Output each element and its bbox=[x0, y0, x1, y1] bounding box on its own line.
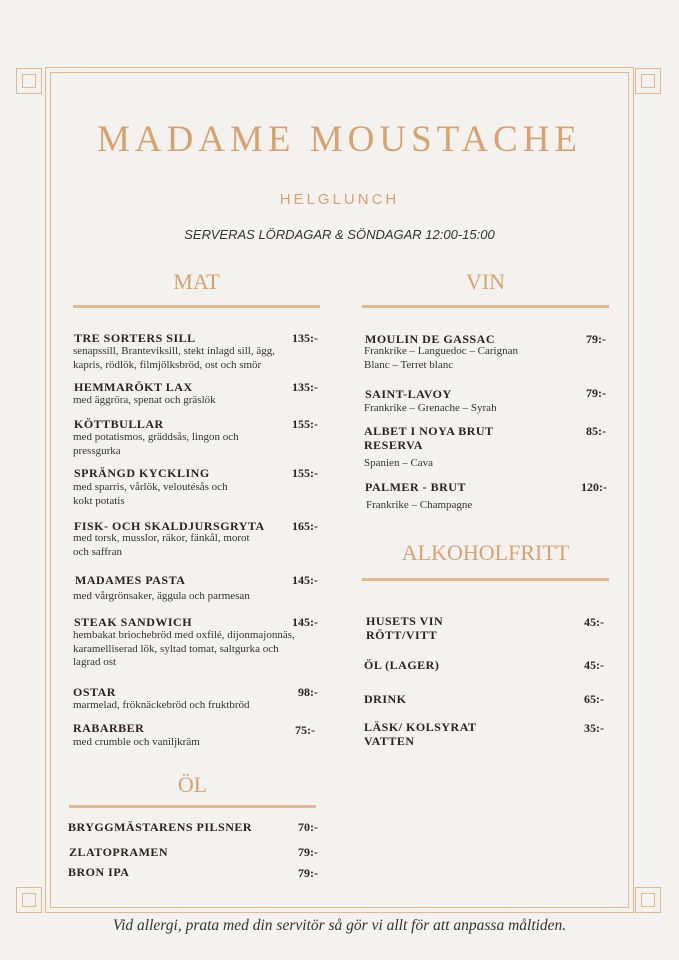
menu-item-name: ÖL (LAGER) bbox=[364, 658, 440, 672]
menu-item-price: 79:- bbox=[298, 845, 318, 859]
menu-item-price: 85:- bbox=[586, 424, 606, 438]
section-rule-alkoholfritt bbox=[362, 578, 609, 581]
menu-item-price: 79:- bbox=[298, 866, 318, 880]
menu-item-name: STEAK SANDWICH bbox=[74, 615, 193, 629]
menu-item-price: 155:- bbox=[292, 466, 318, 480]
menu-item-description: marmelad, fröknäckebröd och fruktbröd bbox=[73, 699, 250, 711]
menu-item-price: 135:- bbox=[292, 331, 318, 345]
menu-item-description: Frankrike – Languedoc – Carignan Blanc – Terret blanc bbox=[364, 345, 518, 371]
section-heading-ol: ÖL bbox=[177, 772, 208, 797]
restaurant-title: MADAME MOUSTACHE bbox=[96, 119, 583, 160]
menu-item-price: 145:- bbox=[292, 573, 318, 587]
menu-item-description: med äggröra, spenat och gräslök bbox=[73, 394, 216, 406]
menu-item-name: PALMER - BRUT bbox=[365, 480, 466, 494]
menu-item-price: 79:- bbox=[586, 332, 606, 346]
menu-item-name: ALBET I NOYA BRUT RESERVA bbox=[364, 424, 494, 452]
menu-item-name: RABARBER bbox=[73, 721, 145, 735]
menu-item-name: MOULIN DE GASSAC bbox=[365, 332, 496, 346]
menu-item-description: senapssill, Branteviksill, stekt inlagd sill, ägg, kapris, rödlök, filmjölksbröd, ost och smör bbox=[73, 345, 275, 371]
menu-item-price: 165:- bbox=[292, 519, 318, 533]
menu-item-name: LÄSK/ KOLSYRAT VATTEN bbox=[364, 720, 477, 748]
allergy-note: Vid allergi, prata med din servitör så gör vi allt för att anpassa måltiden. bbox=[112, 917, 567, 934]
menu-item-name: TRE SORTERS SILL bbox=[74, 331, 196, 345]
menu-item-price: 70:- bbox=[298, 820, 318, 834]
section-heading-alkoholfritt: ALKOHOLFRITT bbox=[401, 540, 570, 565]
section-heading-vin: VIN bbox=[465, 269, 506, 294]
menu-item-price: 79:- bbox=[586, 386, 606, 400]
menu-item-description: Frankrike – Champagne bbox=[366, 499, 473, 511]
menu-item-name: HUSETS VIN RÖTT/VITT bbox=[366, 614, 444, 642]
corner-ornament-bottom-right bbox=[635, 887, 661, 913]
section-rule-vin bbox=[362, 305, 609, 308]
menu-item-name: OSTAR bbox=[73, 685, 116, 699]
menu-item-description: med sparris, vårlök, veloutésås och kokt potatis bbox=[73, 481, 228, 507]
menu-item-description: med vårgrönsaker, äggula och parmesan bbox=[73, 590, 250, 602]
menu-item-name: SAINT-LAVOY bbox=[365, 387, 452, 401]
corner-ornament-bottom-left bbox=[16, 887, 42, 913]
menu-item-name: FISK- OCH SKALDJURSGRYTA bbox=[74, 519, 265, 533]
menu-item-description: med crumble och vaniljkräm bbox=[73, 736, 200, 748]
menu-item-price: 45:- bbox=[584, 658, 604, 672]
menu-item-name: DRINK bbox=[364, 692, 407, 706]
section-heading-mat: MAT bbox=[173, 269, 220, 294]
menu-item-name: SPRÄNGD KYCKLING bbox=[74, 466, 210, 480]
menu-item-price: 45:- bbox=[584, 615, 604, 629]
menu-item-price: 98:- bbox=[298, 685, 318, 699]
menu-item-description: Frankrike – Grenache – Syrah bbox=[364, 402, 497, 414]
menu-item-price: 65:- bbox=[584, 692, 604, 706]
menu-item-name: MADAMES PASTA bbox=[75, 573, 186, 587]
menu-item-price: 35:- bbox=[584, 721, 604, 735]
menu-item-description: hembakat briochebröd med oxfilé, dijonmajonnäs, karamelliserad lök, syltad tomat, saltgurka och lagrad ost bbox=[73, 629, 295, 668]
corner-ornament-top-left bbox=[16, 68, 42, 94]
menu-item-description: Spanien – Cava bbox=[364, 457, 434, 469]
menu-item-price: 145:- bbox=[292, 615, 318, 629]
menu-item-price: 120:- bbox=[581, 480, 607, 494]
menu-item-name: BRON IPA bbox=[68, 865, 130, 879]
menu-item-name: BRYGGMÄSTARENS PILSNER bbox=[68, 820, 253, 834]
section-rule-mat bbox=[73, 305, 320, 308]
serving-hours: SERVERAS LÖRDAGAR & SÖNDAGAR 12:00-15:00 bbox=[184, 227, 495, 242]
menu-subtitle: HELGLUNCH bbox=[279, 191, 400, 208]
menu-item-price: 155:- bbox=[292, 417, 318, 431]
menu-item-name: HEMMARÖKT LAX bbox=[74, 380, 193, 394]
corner-ornament-top-right bbox=[635, 68, 661, 94]
menu-item-price: 75:- bbox=[295, 723, 315, 737]
menu-item-description: med torsk, musslor, räkor, fänkål, morot och saffran bbox=[73, 532, 250, 558]
menu-item-price: 135:- bbox=[292, 380, 318, 394]
menu-item-description: med potatismos, gräddsås, lingon och pressgurka bbox=[73, 431, 239, 457]
section-rule-ol bbox=[69, 805, 316, 808]
menu-item-name: ZLATOPRAMEN bbox=[69, 845, 169, 859]
menu-item-name: KÖTTBULLAR bbox=[74, 417, 164, 431]
